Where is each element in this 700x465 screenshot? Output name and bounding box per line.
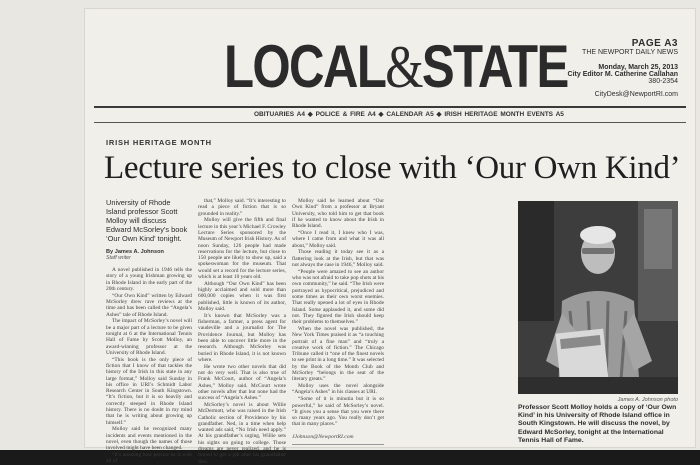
paragraph: that,” Molloy said. “It’s interesting to read a piece of fiction that is so grounded in reality.” [198, 198, 286, 217]
article-column-3 [292, 198, 384, 445]
desk-email: CityDesk@NewportRI.com [594, 91, 678, 98]
photo-illustration [518, 201, 678, 394]
article-headline: Lecture series to close with ‘Our Own Kind’ [104, 150, 681, 186]
article-photo [518, 201, 678, 394]
paragraph: “People were amazed to see an author who was not afraid to take pop shots at his own community,” he said. “The Irish were portrayed as hypocritical, prejudiced and some times as their own worst enemies. That really opened a lot of eyes in Rhode Island. Some applauded it, and some did not. They figured the Irish should keep their problems to themselves.” [292, 268, 384, 326]
masthead-rule [94, 106, 686, 108]
section-title-ampersand: & [385, 34, 422, 100]
photo-caption: Professor Scott Molloy holds a copy of ‘Our Own Kind’ in his University of Rhode Island office in South Kingstown. He will discuss the novel, by Edward McSorley, tonight at the International Tennis Hall of Fame. [518, 404, 677, 444]
article-kicker: IRISH HERITAGE MONTH [106, 138, 212, 147]
photo-credit: James A. Johnson photo [617, 397, 678, 403]
paragraph: When the novel was published, the New York Times praised it as “a touching portrait of a fine man” and “truly a creative work of fiction.” The Chicago Tribune called it “one of the finest novels to see print in a long time.” It was selected by the Book of the Month Club and McSorley “belongs in the seat of the literary greats.” [292, 325, 384, 383]
article-deck: University of Rhode Island professor Scott Molloy will discuss Edward McSorley’s book ‘Our Own Kind’ tonight. [106, 198, 188, 243]
city-editor: City Editor M. Catherine Callahan [567, 71, 678, 78]
paragraph: Although “Our Own Kind” has been highly acclaimed and sold more than 600,000 copies when it was first published, little is known of its author, Molloy said. [198, 280, 286, 313]
paragraph: “Our Own Kind” written by Edward McSorley drew rave reviews at the time and has been called the “Angela’s Ashes” tale of Rhode Island. [106, 292, 192, 318]
paragraph: Molloy said he recognized many incidents and events mentioned in the novel, even though the names of those involved might have been changed. [106, 426, 192, 452]
page-date: Monday, March 25, 2013 [598, 64, 678, 71]
section-title-local: LOCAL [224, 33, 386, 100]
paragraph: The impact of McSorley’s novel will be a major part of a lecture to be given tonight at 6 at the International Tennis Hall of Fame by Scott Molloy, an award-winning professor at the University of Rhode Island. [106, 318, 192, 356]
author-email: JJohnson@NewportRI.com [292, 433, 354, 440]
article-column-1 [106, 198, 192, 465]
paragraph: Molloy said he learned about “Our Own Kind” from a professor at Bryant University, who told him to get that book if he wanted to know about the Irish in Rhode Island. [292, 198, 384, 230]
paragraph: It’s known that McSorley was a fisherman, a farmer, a press agent for vaudeville and a journalist for The Providence Journal, but Molloy has been able to uncover little more in the research. Although McSorley was buried in Rhode Island, it is not known where. [198, 312, 286, 363]
paragraph: A novel published in 1946 tells the story of a young Irishman growing up in Rhode Island in the early part of the 20th century. [106, 267, 192, 292]
masthead [224, 33, 584, 100]
nav-rule [94, 122, 686, 123]
article-byline: By James A. Johnson [106, 249, 164, 255]
end-rule [292, 444, 384, 445]
paragraph: “This book is the only piece of fiction that I know of that tackles the history of the Irish in this state in any large format,” Molloy said Sunday in his office in URI’s Schmidt Labor Research Center in South Kingstown. “It’s fiction, but it is so heavily and correctly steeped in Rhode Island history. There is no doubt in my mind that he is writing about growing up himself.” [106, 356, 192, 426]
paragraph: “Once I read it, I knew who I was, where I came from and what it was all about,” Molloy said. [292, 229, 384, 249]
paragraph: McSorley’s novel is about Willie McDermott, who was raised in the Irish Catholic section of Providence by his grandfather. Ned, in a time when help wanted ads said, “No Irish need apply.” At his grandfather’s urging, Willie sets his sights on going to college. Those dreams are never realized, and he is forced to get a job after his grandfather dies. [198, 402, 286, 465]
paragraph: “Some of it is minutia but it is so powerful,” he said of McSorley’s novel. “It gives you a sense that you were there so many years ago. You really don’t get that in many places.” [292, 396, 384, 428]
article-column-2 [198, 198, 286, 465]
paper-name: THE NEWPORT DAILY NEWS [582, 49, 678, 56]
section-nav: OBITUARIES A4 ◆ POLICE & FIRE A4 ◆ CALENDAR A5 ◆ IRISH HERITAGE MONTH EVENTS A5 [254, 111, 564, 118]
section-title-state: STATE [421, 33, 568, 100]
byline-role: Staff writer [106, 255, 131, 261]
paragraph: He wrote two other novels that did not do very well. That is also true of Frank McCourt, author of “Angela’s Ashes,” Molloy said. McCourt wrote other novels after that but none had the success of “Angela’s Ashes.” [198, 363, 286, 402]
paragraph: Those reading it today see it as a flattering look at the Irish, but that was not always the case in 1946,” Molloy said. [292, 249, 384, 268]
paragraph: Molloy will give the fifth and final lecture in this year’s Michael F. Crowley Lecture Series sponsored by the Museum of Newport Irish History. As of noon Sunday, 126 people had made reservations for the lecture, but close to 150 people are likely to show up, said a spokeswoman for the museum. That would set a record for the lecture series, which is at least 10 years old. [198, 217, 286, 281]
section-title [224, 33, 568, 100]
page-number: PAGE A3 [631, 38, 678, 49]
paragraph: Molloy uses the novel alongside “Angela’s Ashes” in his classes at URI. [292, 383, 384, 396]
desk-phone: 380-2354 [648, 78, 678, 85]
newspaper-page [84, 8, 696, 465]
paragraph: “It’s amazing how precise he is with all of [106, 452, 192, 465]
page-info [548, 38, 678, 98]
